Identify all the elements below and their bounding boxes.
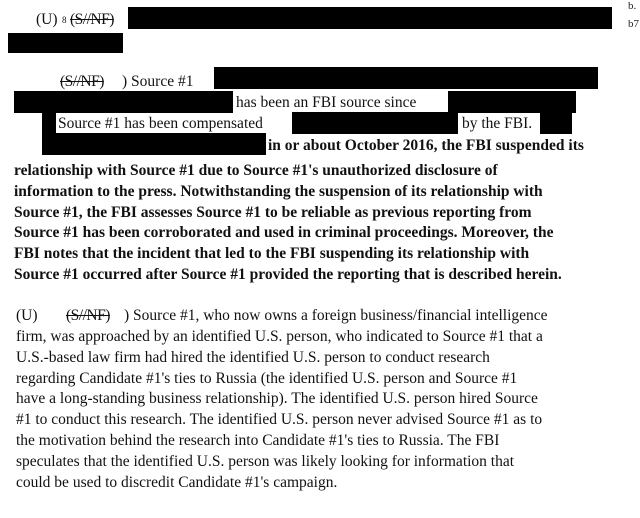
para2-line: relationship with Source #1 due to Source #1's unauthorized disclosure of <box>14 162 498 179</box>
para2-line: Source #1 has been corroborated and used in criminal proceedings. Moreover, the <box>14 224 554 242</box>
redaction-block <box>540 112 572 134</box>
para1-superscript: 8 <box>62 15 67 25</box>
para3-line: U.S.-based law firm had hired the identified U.S. person to conduct research <box>16 348 490 366</box>
redaction-block <box>14 91 233 113</box>
para3-line: #1 to conduct this research. The identified U.S. person never advised Source #1 as to <box>16 411 543 429</box>
para3-line: have a long-standing business relationship). The identified U.S. person hired Source <box>16 390 538 408</box>
para2-body <box>14 161 636 286</box>
para2-fragment-1: has been an FBI source since <box>236 94 417 111</box>
para2-line: Source #1 occurred after Source #1 provided the reporting that is described herein. <box>14 265 562 283</box>
para2-fragment-2: Source #1 has been compensated <box>58 115 263 132</box>
para3-struck-marking: (S//NF) <box>66 307 110 324</box>
redaction-block <box>8 33 123 53</box>
para2-fragment-4: in or about October 2016, the FBI suspended its <box>268 137 584 154</box>
para2-line: information to the press. Notwithstanding the suspension of its relationship with <box>14 182 543 200</box>
para2-fragment-3: by the FBI. <box>462 115 533 132</box>
margin-note-b7: b7 <box>628 18 639 30</box>
para3-body <box>16 327 634 493</box>
para3-line: regarding Candidate #1's ties to Russia (the identified U.S. person and Source #1 <box>16 369 518 387</box>
redaction-block <box>42 112 56 134</box>
para3-first-line: ) Source #1, who now owns a foreign business/financial intelligence <box>124 307 548 324</box>
para1-struck-marking: (S//NF) <box>70 11 114 28</box>
para3-line: could be used to discredit Candidate #1's campaign. <box>16 473 338 491</box>
para2-lead: ) Source #1 <box>122 73 194 90</box>
para3-line: firm, was approached by an identified U.S. person, who indicated to Source #1 that a <box>16 328 543 345</box>
para2-line: Source #1, the FBI assesses Source #1 to be reliable as previous reporting from <box>14 203 532 221</box>
redaction-block <box>128 7 612 29</box>
para3-line: speculates that the identified U.S. person was likely looking for information that <box>16 452 515 470</box>
redaction-block <box>292 112 458 134</box>
redaction-block <box>42 133 266 155</box>
para3-classification: (U) <box>16 307 38 324</box>
para1-classification: (U) <box>36 11 58 28</box>
para2-struck-marking: (S//NF) <box>60 73 104 90</box>
margin-note-b: b. <box>628 0 637 12</box>
redaction-block <box>214 67 598 89</box>
redaction-block <box>448 91 576 113</box>
para3-line: the motivation behind the research into Candidate #1's ties to Russia. The FBI <box>16 431 500 449</box>
para2-line: FBI notes that the incident that led to the FBI suspending its relationship with <box>14 245 530 263</box>
